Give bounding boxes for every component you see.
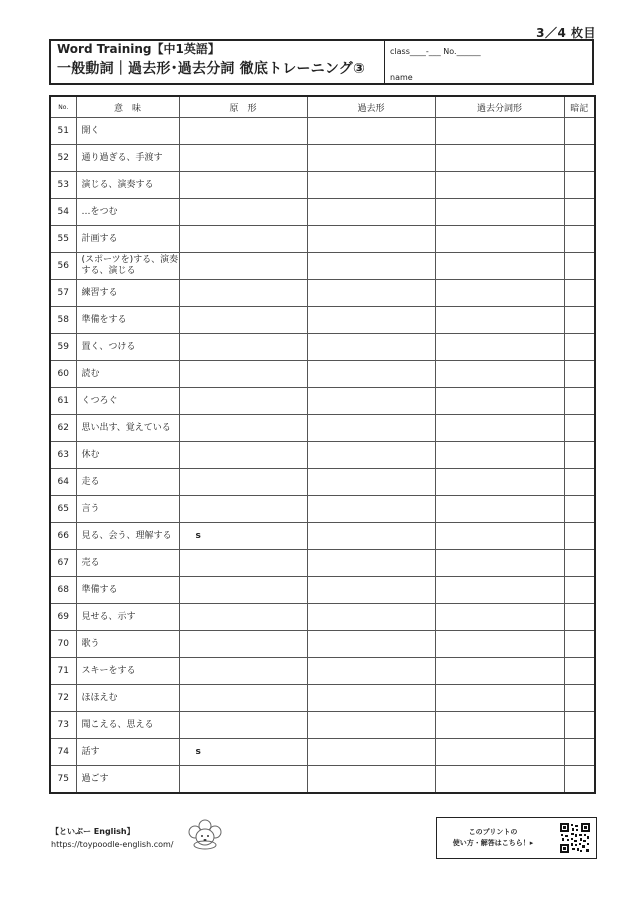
base-form-answer-cell[interactable] xyxy=(179,685,307,712)
table-row xyxy=(50,685,595,712)
past-participle-answer-cell[interactable] xyxy=(435,604,564,631)
row-number: 74 xyxy=(50,739,76,766)
row-number: 65 xyxy=(50,496,76,523)
memorized-check-cell[interactable] xyxy=(564,631,595,658)
row-number: 58 xyxy=(50,307,76,334)
past-form-answer-cell[interactable] xyxy=(307,415,435,442)
past-participle-answer-cell[interactable] xyxy=(435,253,564,280)
meaning-cell: 開く xyxy=(76,118,179,145)
table-row xyxy=(50,253,595,280)
name-field[interactable]: name xyxy=(390,73,413,82)
past-form-answer-cell[interactable] xyxy=(307,685,435,712)
worksheet-header xyxy=(49,39,594,85)
memorized-check-cell[interactable] xyxy=(564,712,595,739)
row-number: 55 xyxy=(50,226,76,253)
word-table xyxy=(49,95,596,794)
past-form-answer-cell[interactable] xyxy=(307,631,435,658)
past-form-answer-cell[interactable] xyxy=(307,469,435,496)
brand-name: 【といぷー English】 xyxy=(51,827,135,836)
column-header-past-participle: 過去分詞形 xyxy=(435,96,564,118)
base-form-answer-cell[interactable] xyxy=(179,712,307,739)
past-participle-answer-cell[interactable] xyxy=(435,712,564,739)
row-number: 56 xyxy=(50,253,76,280)
past-participle-answer-cell[interactable] xyxy=(435,361,564,388)
past-form-answer-cell[interactable] xyxy=(307,658,435,685)
past-form-answer-cell[interactable] xyxy=(307,334,435,361)
worksheet-subtitle: Word Training【中1英語】 xyxy=(57,42,220,56)
base-form-answer-cell[interactable] xyxy=(179,604,307,631)
table-row xyxy=(50,334,595,361)
meaning-cell: 見る、会う、理解する xyxy=(76,523,179,550)
memorized-check-cell[interactable] xyxy=(564,307,595,334)
meaning-cell: 言う xyxy=(76,496,179,523)
column-header-past: 過去形 xyxy=(307,96,435,118)
past-form-answer-cell[interactable] xyxy=(307,442,435,469)
past-participle-answer-cell[interactable] xyxy=(435,739,564,766)
past-form-answer-cell[interactable] xyxy=(307,280,435,307)
table-row xyxy=(50,361,595,388)
base-form-answer-cell[interactable] xyxy=(179,361,307,388)
past-participle-answer-cell[interactable] xyxy=(435,523,564,550)
meaning-cell: (スポーツを)する、演奏する、演じる xyxy=(76,253,179,280)
row-number: 57 xyxy=(50,280,76,307)
base-form-answer-cell[interactable] xyxy=(179,388,307,415)
table-row xyxy=(50,469,595,496)
row-number: 68 xyxy=(50,577,76,604)
base-form-answer-cell[interactable] xyxy=(179,118,307,145)
column-header-base: 原 形 xyxy=(179,96,307,118)
memorized-check-cell[interactable] xyxy=(564,415,595,442)
past-participle-answer-cell[interactable] xyxy=(435,199,564,226)
table-row xyxy=(50,280,595,307)
site-url-link[interactable]: https://toypoodle-english.com/ xyxy=(51,840,174,849)
table-row xyxy=(50,415,595,442)
memorized-check-cell[interactable] xyxy=(564,334,595,361)
guide-link-box[interactable] xyxy=(436,817,597,859)
past-form-answer-cell[interactable] xyxy=(307,361,435,388)
past-participle-answer-cell[interactable] xyxy=(435,577,564,604)
column-header-meaning: 意 味 xyxy=(76,96,179,118)
base-form-answer-cell[interactable]: s xyxy=(179,739,307,766)
past-form-answer-cell[interactable] xyxy=(307,712,435,739)
past-participle-answer-cell[interactable] xyxy=(435,388,564,415)
past-participle-answer-cell[interactable] xyxy=(435,631,564,658)
table-row xyxy=(50,550,595,577)
row-number: 64 xyxy=(50,469,76,496)
base-form-answer-cell[interactable] xyxy=(179,172,307,199)
past-form-answer-cell[interactable] xyxy=(307,550,435,577)
meaning-cell: 歌う xyxy=(76,631,179,658)
row-number: 62 xyxy=(50,415,76,442)
meaning-cell: ほほえむ xyxy=(76,685,179,712)
row-number: 75 xyxy=(50,766,76,794)
meaning-cell: 売る xyxy=(76,550,179,577)
past-form-answer-cell[interactable] xyxy=(307,766,435,794)
row-number: 71 xyxy=(50,658,76,685)
meaning-cell: 準備をする xyxy=(76,307,179,334)
past-form-answer-cell[interactable] xyxy=(307,145,435,172)
page-number: 3／4 枚目 xyxy=(536,26,596,40)
meaning-cell: 見せる、示す xyxy=(76,604,179,631)
memorized-check-cell[interactable] xyxy=(564,604,595,631)
past-form-answer-cell[interactable] xyxy=(307,523,435,550)
memorized-check-cell[interactable] xyxy=(564,496,595,523)
row-number: 67 xyxy=(50,550,76,577)
meaning-cell: 通り過ぎる、手渡す xyxy=(76,145,179,172)
worksheet-title: 一般動詞｜過去形･過去分詞 徹底トレーニング③ xyxy=(57,61,366,77)
meaning-cell: 思い出す、覚えている xyxy=(76,415,179,442)
guide-text-line2: 使い方・解答はこちら！▸ xyxy=(452,839,534,847)
past-participle-answer-cell[interactable] xyxy=(435,496,564,523)
memorized-check-cell[interactable] xyxy=(564,199,595,226)
memorized-check-cell[interactable] xyxy=(564,766,595,794)
past-form-answer-cell[interactable] xyxy=(307,388,435,415)
past-form-answer-cell[interactable] xyxy=(307,307,435,334)
row-number: 53 xyxy=(50,172,76,199)
memorized-check-cell[interactable] xyxy=(564,523,595,550)
past-participle-answer-cell[interactable] xyxy=(435,172,564,199)
past-form-answer-cell[interactable] xyxy=(307,118,435,145)
memorized-check-cell[interactable] xyxy=(564,739,595,766)
column-header-memorized: 暗記 xyxy=(564,96,595,118)
memorized-check-cell[interactable] xyxy=(564,145,595,172)
base-form-answer-cell[interactable] xyxy=(179,631,307,658)
memorized-check-cell[interactable] xyxy=(564,685,595,712)
table-row xyxy=(50,766,595,794)
memorized-check-cell[interactable] xyxy=(564,226,595,253)
past-participle-answer-cell[interactable] xyxy=(435,307,564,334)
past-participle-answer-cell[interactable] xyxy=(435,550,564,577)
memorized-check-cell[interactable] xyxy=(564,658,595,685)
table-row xyxy=(50,145,595,172)
meaning-cell: 走る xyxy=(76,469,179,496)
base-form-answer-cell[interactable] xyxy=(179,226,307,253)
row-number: 61 xyxy=(50,388,76,415)
base-form-answer-cell[interactable] xyxy=(179,550,307,577)
row-number: 70 xyxy=(50,631,76,658)
table-header-row xyxy=(50,96,595,118)
base-form-answer-cell[interactable] xyxy=(179,415,307,442)
meaning-cell: 置く、つける xyxy=(76,334,179,361)
past-participle-answer-cell[interactable] xyxy=(435,118,564,145)
table-row xyxy=(50,577,595,604)
poodle-mascot-icon xyxy=(186,818,224,850)
guide-text xyxy=(437,827,549,849)
past-participle-answer-cell[interactable] xyxy=(435,766,564,794)
base-form-answer-cell[interactable]: s xyxy=(179,523,307,550)
meaning-cell: 話す xyxy=(76,739,179,766)
table-row xyxy=(50,604,595,631)
table-row xyxy=(50,442,595,469)
memorized-check-cell[interactable] xyxy=(564,280,595,307)
past-form-answer-cell[interactable] xyxy=(307,496,435,523)
memorized-check-cell[interactable] xyxy=(564,469,595,496)
meaning-cell: くつろぐ xyxy=(76,388,179,415)
past-participle-answer-cell[interactable] xyxy=(435,658,564,685)
table-row xyxy=(50,712,595,739)
meaning-cell: 計画する xyxy=(76,226,179,253)
meaning-cell: 過ごす xyxy=(76,766,179,794)
past-participle-answer-cell[interactable] xyxy=(435,334,564,361)
past-form-answer-cell[interactable] xyxy=(307,199,435,226)
base-form-answer-cell[interactable] xyxy=(179,496,307,523)
base-form-answer-cell[interactable] xyxy=(179,199,307,226)
base-form-answer-cell[interactable] xyxy=(179,145,307,172)
class-number-field[interactable]: class____-___ No.______ xyxy=(390,47,481,56)
row-number: 52 xyxy=(50,145,76,172)
past-participle-answer-cell[interactable] xyxy=(435,442,564,469)
meaning-cell: 練習する xyxy=(76,280,179,307)
base-form-answer-cell[interactable] xyxy=(179,658,307,685)
meaning-cell: スキーをする xyxy=(76,658,179,685)
base-form-answer-cell[interactable] xyxy=(179,766,307,794)
student-info-block xyxy=(385,41,592,83)
table-row xyxy=(50,307,595,334)
meaning-cell: 読む xyxy=(76,361,179,388)
past-participle-answer-cell[interactable] xyxy=(435,415,564,442)
row-number: 72 xyxy=(50,685,76,712)
meaning-cell: 演じる、演奏する xyxy=(76,172,179,199)
row-number: 66 xyxy=(50,523,76,550)
table-body xyxy=(50,118,595,794)
table-row xyxy=(50,199,595,226)
past-form-answer-cell[interactable] xyxy=(307,253,435,280)
base-form-answer-cell[interactable] xyxy=(179,469,307,496)
table-row xyxy=(50,388,595,415)
memorized-check-cell[interactable] xyxy=(564,550,595,577)
base-form-answer-cell[interactable] xyxy=(179,280,307,307)
row-number: 73 xyxy=(50,712,76,739)
past-form-answer-cell[interactable] xyxy=(307,226,435,253)
memorized-check-cell[interactable] xyxy=(564,577,595,604)
table-row xyxy=(50,658,595,685)
meaning-cell: 休む xyxy=(76,442,179,469)
table-row xyxy=(50,523,595,550)
table-row xyxy=(50,118,595,145)
table-row xyxy=(50,739,595,766)
base-form-answer-cell[interactable] xyxy=(179,442,307,469)
memorized-check-cell[interactable] xyxy=(564,442,595,469)
meaning-cell: 聞こえる、思える xyxy=(76,712,179,739)
past-form-answer-cell[interactable] xyxy=(307,604,435,631)
row-number: 54 xyxy=(50,199,76,226)
past-participle-answer-cell[interactable] xyxy=(435,685,564,712)
meaning-cell: 準備する xyxy=(76,577,179,604)
qr-code-icon[interactable] xyxy=(560,823,590,853)
past-form-answer-cell[interactable] xyxy=(307,172,435,199)
memorized-check-cell[interactable] xyxy=(564,361,595,388)
row-number: 60 xyxy=(50,361,76,388)
row-number: 69 xyxy=(50,604,76,631)
table-row xyxy=(50,226,595,253)
past-form-answer-cell[interactable] xyxy=(307,577,435,604)
past-participle-answer-cell[interactable] xyxy=(435,226,564,253)
base-form-answer-cell[interactable] xyxy=(179,307,307,334)
row-number: 63 xyxy=(50,442,76,469)
row-number: 59 xyxy=(50,334,76,361)
guide-text-line1: このプリントの xyxy=(468,828,518,836)
past-participle-answer-cell[interactable] xyxy=(435,469,564,496)
past-participle-answer-cell[interactable] xyxy=(435,145,564,172)
base-form-answer-cell[interactable] xyxy=(179,577,307,604)
past-participle-answer-cell[interactable] xyxy=(435,280,564,307)
title-block xyxy=(51,41,385,83)
table-row xyxy=(50,496,595,523)
memorized-check-cell[interactable] xyxy=(564,172,595,199)
row-number: 51 xyxy=(50,118,76,145)
table-row xyxy=(50,631,595,658)
memorized-check-cell[interactable] xyxy=(564,388,595,415)
memorized-check-cell[interactable] xyxy=(564,253,595,280)
base-form-answer-cell[interactable] xyxy=(179,334,307,361)
past-form-answer-cell[interactable] xyxy=(307,739,435,766)
column-header-no: No. xyxy=(50,96,76,118)
table-row xyxy=(50,172,595,199)
base-form-answer-cell[interactable] xyxy=(179,253,307,280)
meaning-cell: …をつむ xyxy=(76,199,179,226)
memorized-check-cell[interactable] xyxy=(564,118,595,145)
